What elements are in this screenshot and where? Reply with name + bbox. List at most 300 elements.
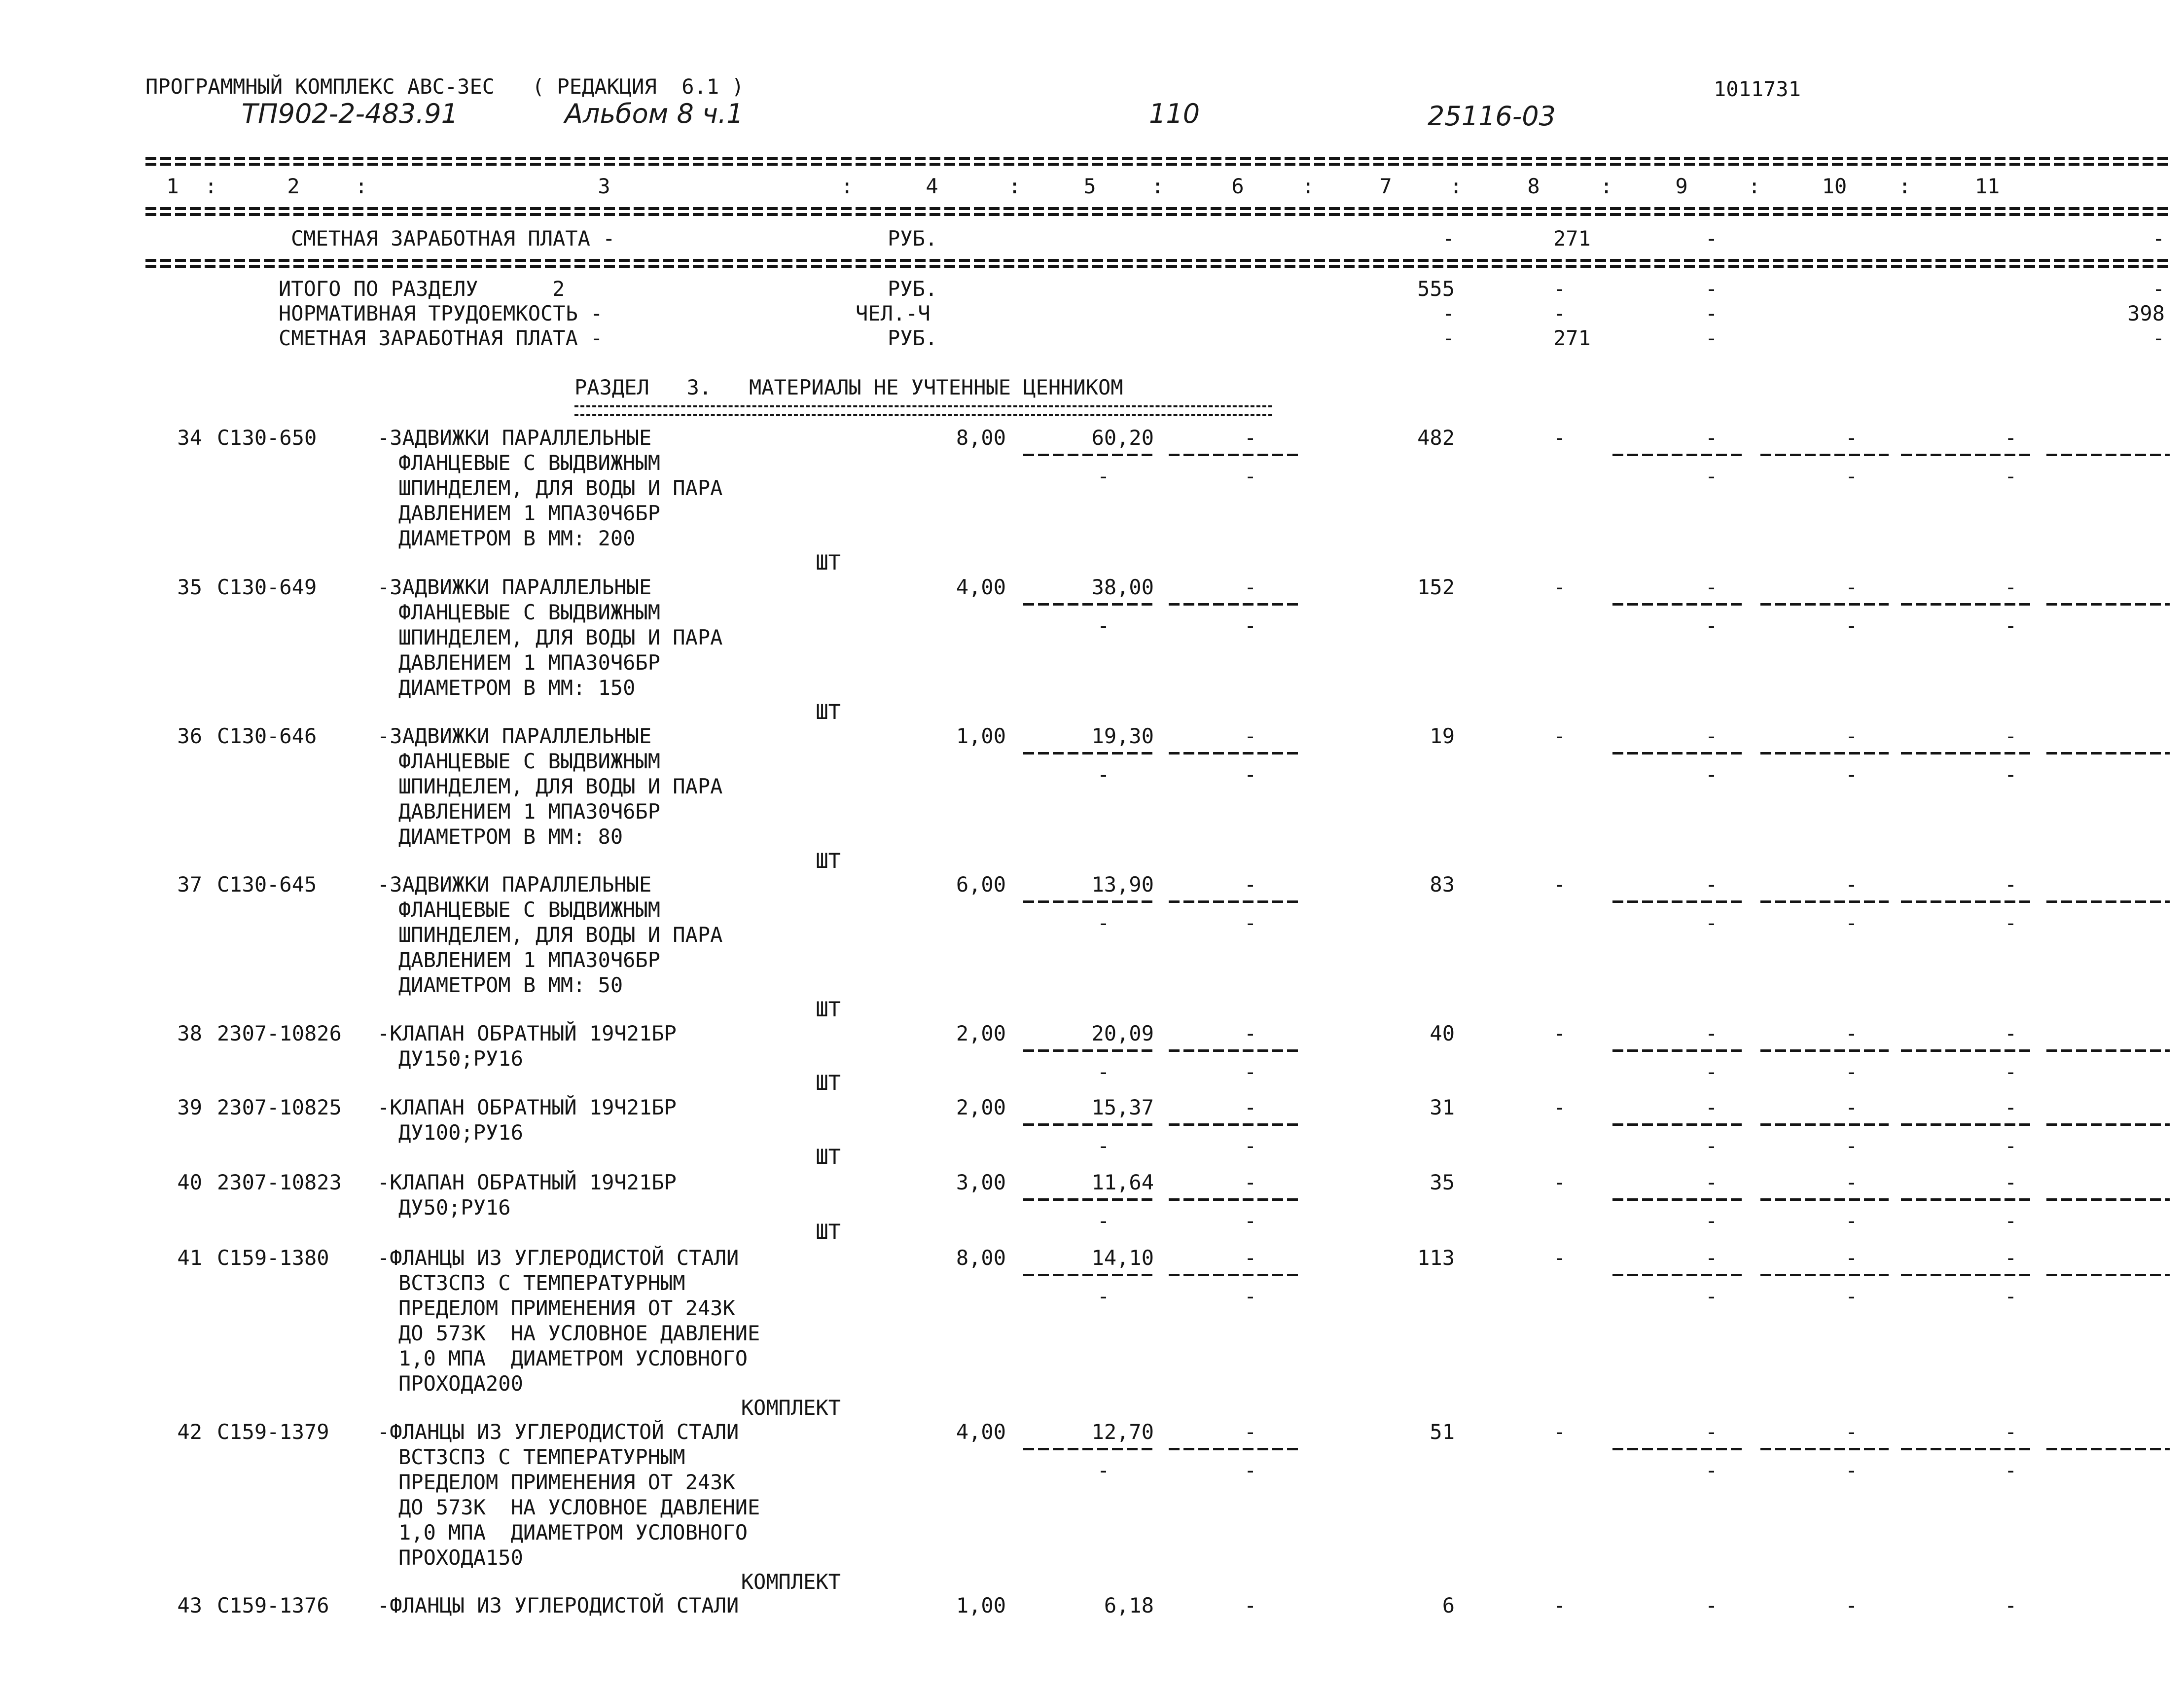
column-header-10: 10 [1822,174,1847,198]
item-description-line: -ФЛАНЦЫ ИЗ УГЛЕРОДИСТОЙ СТАЛИ [377,1420,739,1444]
sub-rule [1901,1123,2032,1126]
sub-rule [2046,1274,2170,1276]
sub-rule [1760,1123,1889,1126]
sub-rule [1901,1274,2032,1276]
sub-rule [1023,1448,1156,1450]
item-description-line: -ЗАДВИЖКИ ПАРАЛЛЕЛЬНЫЕ [377,575,652,599]
item-col9: - [1705,1593,1718,1617]
sub-rule [1901,454,2032,456]
item-sub-col5: - [1097,911,1110,935]
summary-c11: - [2152,277,2165,301]
sub-rule [1169,454,1302,456]
item-description-line: 1,0 МПА ДИАМЕТРОМ УСЛОВНОГО [398,1520,748,1545]
handwritten-estimate-number: 25116-03 [1428,101,1556,132]
item-col6: - [1244,1095,1257,1119]
summary-label: СМЕТНАЯ ЗАРАБОТНАЯ ПЛАТА - [279,326,603,350]
item-unit-price: 13,90 [1091,872,1154,897]
item-sub-col10: - [1845,464,1858,488]
item-description-line: ПРЕДЕЛОМ ПРИМЕНЕНИЯ ОТ 243К [398,1296,735,1320]
sub-rule [1023,1123,1156,1126]
item-sub-col6: - [1244,911,1257,935]
item-col10: - [1845,1246,1858,1270]
sub-rule [1612,1274,1746,1276]
item-total: 51 [1430,1420,1455,1444]
item-col8: - [1553,1246,1566,1270]
summary-c7: - [1442,301,1455,325]
item-col11: - [2005,1170,2017,1194]
item-col6: - [1244,426,1257,450]
item-col11: - [2005,1246,2017,1270]
item-sub-col5: - [1097,1209,1110,1233]
item-sub-col10: - [1845,1209,1858,1233]
item-col10: - [1845,1095,1858,1119]
item-quantity: 2,00 [956,1095,1006,1119]
sub-rule [1612,1049,1746,1052]
summary-unit: РУБ. [888,226,938,251]
item-code: С159-1379 [217,1420,329,1444]
item-description-line: ДАВЛЕНИЕМ 1 МПА30Ч6БР [398,501,661,525]
item-description-line: ШПИНДЕЛЕМ, ДЛЯ ВОДЫ И ПАРА [398,923,723,947]
item-col11: - [2005,1021,2017,1045]
column-header-2: 2 [287,174,300,198]
summary-c9: - [1705,277,1718,301]
item-sub-col11: - [2005,1060,2017,1084]
summary-c8: - [1553,277,1566,301]
sub-rule [1901,900,2032,903]
item-total: 83 [1430,872,1455,897]
item-unit: КОМПЛЕКТ [741,1396,841,1420]
sub-rule [2046,900,2170,903]
sub-rule [1612,1123,1746,1126]
sub-rule [1169,603,1302,606]
column-separator: : [1151,174,1164,198]
item-sub-col6: - [1244,1284,1257,1308]
item-number: 34 [177,426,202,450]
item-sub-col10: - [1845,1284,1858,1308]
item-number: 37 [177,872,202,897]
summary-c11: - [2152,326,2165,350]
item-col10: - [1845,1420,1858,1444]
item-col10: - [1845,575,1858,599]
sub-rule [1023,454,1156,456]
sub-rule [2046,752,2170,755]
sub-rule [1760,454,1889,456]
summary-c11: 398 [2127,301,2165,325]
item-sub-col6: - [1244,1134,1257,1158]
item-code: С159-1376 [217,1593,329,1617]
section-title-underline [574,405,1272,416]
item-quantity: 8,00 [956,426,1006,450]
column-header-9: 9 [1675,174,1688,198]
item-total: 6 [1442,1593,1455,1617]
item-sub-col9: - [1705,1134,1718,1158]
item-code: С130-646 [217,724,317,748]
column-separator: : [1008,174,1021,198]
item-sub-col9: - [1705,1458,1718,1482]
item-unit-price: 20,09 [1091,1021,1154,1045]
item-description-line: ДАВЛЕНИЕМ 1 МПА30Ч6БР [398,650,661,675]
item-description-line: -ЗАДВИЖКИ ПАРАЛЛЕЛЬНЫЕ [377,724,652,748]
summary-rule-2 [145,265,2170,268]
summary-label: СМЕТНАЯ ЗАРАБОТНАЯ ПЛАТА - [291,226,615,251]
item-sub-col10: - [1845,911,1858,935]
item-col9: - [1705,1021,1718,1045]
item-col9: - [1705,1246,1718,1270]
item-col8: - [1553,1170,1566,1194]
item-unit-price: 19,30 [1091,724,1154,748]
item-col8: - [1553,1021,1566,1045]
column-header-4: 4 [926,174,938,198]
column-separator: : [1898,174,1911,198]
item-sub-col6: - [1244,1060,1257,1084]
item-unit: ШТ [816,700,841,724]
summary-section-number: 2 [552,277,565,301]
item-col6: - [1244,1246,1257,1270]
sub-rule [1612,752,1746,755]
item-description-line: ДУ150;РУ16 [398,1046,523,1071]
item-col10: - [1845,1593,1858,1617]
sub-rule [1023,1274,1156,1276]
sub-rule [1760,1049,1889,1052]
item-col6: - [1244,872,1257,897]
item-sub-col11: - [2005,1458,2017,1482]
item-number: 36 [177,724,202,748]
item-unit-price: 38,00 [1091,575,1154,599]
program-header: ПРОГРАММНЫЙ КОМПЛЕКС АВС-3ЕС ( РЕДАКЦИЯ 6.1 ) [145,74,744,99]
handwritten-project-code: ТП902-2-483.91 [242,98,458,129]
summary-c9: - [1705,226,1718,251]
summary-c11: - [2152,226,2165,251]
sub-rule [1901,752,2032,755]
item-unit-price: 14,10 [1091,1246,1154,1270]
item-sub-col5: - [1097,762,1110,787]
item-sub-col11: - [2005,911,2017,935]
item-col8: - [1553,575,1566,599]
summary-label: НОРМАТИВНАЯ ТРУДОЕМКОСТЬ - [279,301,603,325]
item-col11: - [2005,1593,2017,1617]
header-rule-bottom-2 [145,213,2170,216]
column-separator: : [1450,174,1463,198]
column-separator: : [205,174,217,198]
item-code: 2307-10823 [217,1170,342,1194]
summary-unit: РУБ. [888,326,938,350]
sub-rule [1612,454,1746,456]
item-unit: ШТ [816,849,841,873]
item-description-line: ДАВЛЕНИЕМ 1 МПА30Ч6БР [398,799,661,824]
sub-rule [1760,752,1889,755]
item-total: 35 [1430,1170,1455,1194]
item-sub-col11: - [2005,613,2017,638]
item-total: 19 [1430,724,1455,748]
item-sub-col10: - [1845,762,1858,787]
item-description-line: -КЛАПАН ОБРАТНЫЙ 19Ч21БР [377,1170,677,1194]
handwritten-album: Альбом 8 ч.1 [565,98,744,129]
item-description-line: ШПИНДЕЛЕМ, ДЛЯ ВОДЫ И ПАРА [398,774,723,798]
item-col6: - [1244,1420,1257,1444]
item-col11: - [2005,724,2017,748]
header-rule-top-2 [145,163,2170,166]
item-quantity: 6,00 [956,872,1006,897]
column-header-3: 3 [598,174,610,198]
item-col9: - [1705,1095,1718,1119]
item-col11: - [2005,1420,2017,1444]
summary-c7: 555 [1417,277,1455,301]
item-total: 482 [1417,426,1455,450]
sub-rule [1169,1198,1302,1201]
item-col9: - [1705,1170,1718,1194]
item-sub-col11: - [2005,464,2017,488]
sub-rule [1760,603,1889,606]
item-quantity: 4,00 [956,1420,1006,1444]
sub-rule [1169,752,1302,755]
item-sub-col10: - [1845,1060,1858,1084]
handwritten-page-number: 110 [1149,98,1200,129]
item-number: 42 [177,1420,202,1444]
summary-rule [145,259,2170,262]
item-description-line: ФЛАНЦЕВЫЕ С ВЫДВИЖНЫМ [398,451,661,475]
item-col10: - [1845,1021,1858,1045]
item-description-line: -ФЛАНЦЫ ИЗ УГЛЕРОДИСТОЙ СТАЛИ [377,1246,739,1270]
column-header-5: 5 [1083,174,1096,198]
item-sub-col10: - [1845,1458,1858,1482]
item-description-line: ШПИНДЕЛЕМ, ДЛЯ ВОДЫ И ПАРА [398,476,723,500]
item-sub-col6: - [1244,613,1257,638]
item-col11: - [2005,575,2017,599]
sub-rule [1023,1049,1156,1052]
sub-rule [1760,1448,1889,1450]
sub-rule [2046,1049,2170,1052]
column-separator: : [841,174,854,198]
sub-rule [1023,1198,1156,1201]
column-separator: : [1748,174,1761,198]
sub-rule [1612,603,1746,606]
item-unit: ШТ [816,550,841,575]
item-unit: ШТ [816,1071,841,1095]
item-sub-col9: - [1705,1284,1718,1308]
item-sub-col9: - [1705,911,1718,935]
item-sub-col5: - [1097,464,1110,488]
item-sub-col11: - [2005,1209,2017,1233]
item-sub-col6: - [1244,762,1257,787]
item-unit: КОМПЛЕКТ [741,1570,841,1594]
item-col8: - [1553,872,1566,897]
summary-c8: 271 [1553,326,1591,350]
item-sub-col5: - [1097,1060,1110,1084]
item-description-line: ВСТ3СП3 С ТЕМПЕРАТУРНЫМ [398,1271,685,1295]
item-sub-col6: - [1244,464,1257,488]
item-col9: - [1705,1420,1718,1444]
item-col10: - [1845,872,1858,897]
item-description-line: ДУ100;РУ16 [398,1120,523,1145]
item-col10: - [1845,1170,1858,1194]
item-col8: - [1553,426,1566,450]
item-col8: - [1553,1420,1566,1444]
item-number: 39 [177,1095,202,1119]
item-col6: - [1244,1170,1257,1194]
item-description-line: -ЗАДВИЖКИ ПАРАЛЛЕЛЬНЫЕ [377,426,652,450]
sub-rule [1612,1198,1746,1201]
sub-rule [1169,1274,1302,1276]
sub-rule [1169,1448,1302,1450]
column-header-6: 6 [1231,174,1244,198]
sub-rule [1023,900,1156,903]
item-description-line: ДУ50;РУ16 [398,1195,511,1220]
item-unit-price: 12,70 [1091,1420,1154,1444]
column-header-11: 11 [1974,174,2000,198]
item-col11: - [2005,426,2017,450]
item-col8: - [1553,1095,1566,1119]
item-number: 41 [177,1246,202,1270]
item-sub-col9: - [1705,1060,1718,1084]
sub-rule [2046,1448,2170,1450]
item-unit: ШТ [816,1145,841,1169]
item-col9: - [1705,575,1718,599]
item-description-line: ДИАМЕТРОМ В ММ: 200 [398,526,636,550]
item-sub-col11: - [2005,762,2017,787]
item-total: 113 [1417,1246,1455,1270]
summary-c9: - [1705,326,1718,350]
item-col6: - [1244,1593,1257,1617]
column-separator: : [1302,174,1315,198]
item-unit-price: 60,20 [1091,426,1154,450]
sub-rule [1901,1049,2032,1052]
sub-rule [1169,900,1302,903]
item-unit: ШТ [816,1220,841,1244]
item-sub-col10: - [1845,613,1858,638]
sub-rule [1612,900,1746,903]
item-description-line: ДО 573К НА УСЛОВНОЕ ДАВЛЕНИЕ [398,1495,760,1519]
item-quantity: 3,00 [956,1170,1006,1194]
item-description-line: -ЗАДВИЖКИ ПАРАЛЛЕЛЬНЫЕ [377,872,652,897]
item-description-line: ПРЕДЕЛОМ ПРИМЕНЕНИЯ ОТ 243К [398,1470,735,1494]
item-quantity: 8,00 [956,1246,1006,1270]
sub-rule [2046,1123,2170,1126]
sub-rule [1760,1274,1889,1276]
sub-rule [2046,1198,2170,1201]
item-description-line: ФЛАНЦЕВЫЕ С ВЫДВИЖНЫМ [398,898,661,922]
item-col10: - [1845,426,1858,450]
column-separator: : [1600,174,1613,198]
item-unit-price: 11,64 [1091,1170,1154,1194]
item-description-line: -КЛАПАН ОБРАТНЫЙ 19Ч21БР [377,1095,677,1119]
sub-rule [1760,900,1889,903]
sub-rule [1169,1123,1302,1126]
item-description-line: ШПИНДЕЛЕМ, ДЛЯ ВОДЫ И ПАРА [398,625,723,649]
item-description-line: ПРОХОДА150 [398,1545,523,1570]
item-description-line: ДИАМЕТРОМ В ММ: 150 [398,676,636,700]
item-sub-col10: - [1845,1134,1858,1158]
item-code: С159-1380 [217,1246,329,1270]
sub-rule [1023,752,1156,755]
column-header-1: 1 [166,174,179,198]
item-code: 2307-10826 [217,1021,342,1045]
sub-rule [1612,1448,1746,1450]
item-sub-col5: - [1097,1458,1110,1482]
item-unit-price: 6,18 [1104,1593,1154,1617]
item-description-line: ДАВЛЕНИЕМ 1 МПА30Ч6БР [398,948,661,972]
item-sub-col5: - [1097,1284,1110,1308]
summary-label: ИТОГО ПО РАЗДЕЛУ [279,277,478,301]
sub-rule [1169,1049,1302,1052]
item-col8: - [1553,724,1566,748]
header-rule-top [145,157,2170,160]
item-quantity: 2,00 [956,1021,1006,1045]
item-col6: - [1244,1021,1257,1045]
summary-c7: - [1442,226,1455,251]
item-number: 43 [177,1593,202,1617]
sub-rule [1901,1448,2032,1450]
item-description-line: -ФЛАНЦЫ ИЗ УГЛЕРОДИСТОЙ СТАЛИ [377,1593,739,1617]
column-separator: : [355,174,368,198]
document-code: 1011731 [1714,77,1801,101]
item-description-line: ДО 573К НА УСЛОВНОЕ ДАВЛЕНИЕ [398,1321,760,1345]
sub-rule [1760,1198,1889,1201]
sub-rule [1023,603,1156,606]
sub-rule [2046,454,2170,456]
item-code: С130-650 [217,426,317,450]
item-sub-col9: - [1705,1209,1718,1233]
item-total: 40 [1430,1021,1455,1045]
item-sub-col6: - [1244,1458,1257,1482]
item-col6: - [1244,724,1257,748]
item-unit: ШТ [816,997,841,1021]
item-description-line: -КЛАПАН ОБРАТНЫЙ 19Ч21БР [377,1021,677,1045]
item-col11: - [2005,872,2017,897]
summary-unit: ЧЕЛ.-Ч [856,301,931,325]
item-col9: - [1705,724,1718,748]
item-total: 31 [1430,1095,1455,1119]
item-col11: - [2005,1095,2017,1119]
item-sub-col5: - [1097,1134,1110,1158]
summary-c8: - [1553,301,1566,325]
item-description-line: ВСТ3СП3 С ТЕМПЕРАТУРНЫМ [398,1445,685,1469]
item-code: 2307-10825 [217,1095,342,1119]
summary-unit: РУБ. [888,277,938,301]
item-code: С130-649 [217,575,317,599]
sub-rule [1901,603,2032,606]
item-total: 152 [1417,575,1455,599]
item-description-line: ДИАМЕТРОМ В ММ: 80 [398,825,623,849]
summary-c8: 271 [1553,226,1591,251]
summary-c9: - [1705,301,1718,325]
item-quantity: 4,00 [956,575,1006,599]
item-sub-col9: - [1705,464,1718,488]
item-quantity: 1,00 [956,724,1006,748]
sub-rule [2046,603,2170,606]
item-sub-col11: - [2005,1284,2017,1308]
item-sub-col5: - [1097,613,1110,638]
column-header-7: 7 [1379,174,1392,198]
section-title: РАЗДЕЛ 3. МАТЕРИАЛЫ НЕ УЧТЕННЫЕ ЦЕННИКОМ [574,375,1123,399]
item-description-line: 1,0 МПА ДИАМЕТРОМ УСЛОВНОГО [398,1346,748,1370]
item-unit-price: 15,37 [1091,1095,1154,1119]
item-quantity: 1,00 [956,1593,1006,1617]
column-header-8: 8 [1527,174,1540,198]
item-number: 35 [177,575,202,599]
item-sub-col6: - [1244,1209,1257,1233]
item-col8: - [1553,1593,1566,1617]
item-description-line: ПРОХОДА200 [398,1371,523,1396]
item-col10: - [1845,724,1858,748]
item-sub-col9: - [1705,613,1718,638]
sub-rule [1901,1198,2032,1201]
item-col9: - [1705,426,1718,450]
item-col6: - [1244,575,1257,599]
item-col9: - [1705,872,1718,897]
item-number: 40 [177,1170,202,1194]
summary-c7: - [1442,326,1455,350]
item-code: С130-645 [217,872,317,897]
